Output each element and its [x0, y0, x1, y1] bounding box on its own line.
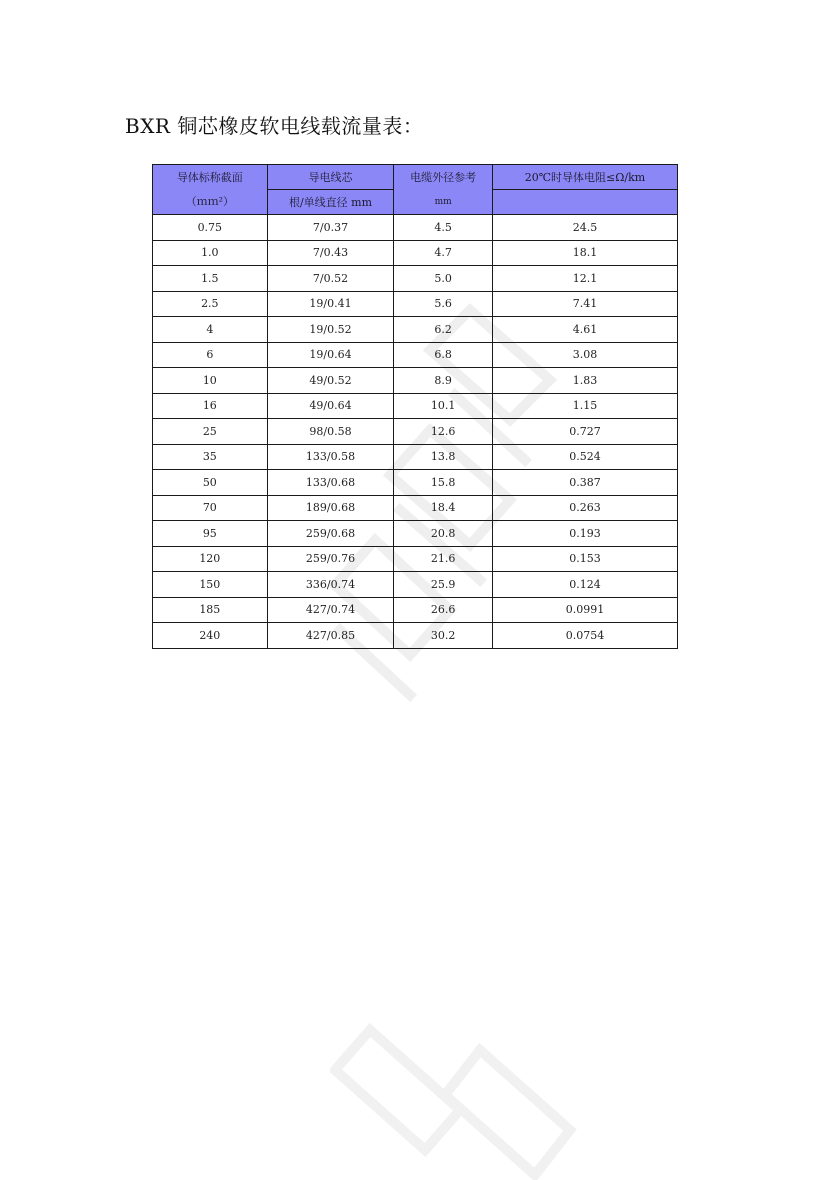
- cell-outer-diameter: 30.2: [394, 623, 493, 649]
- table-row: [153, 470, 678, 496]
- cell-cross-section: 2.5: [153, 291, 268, 317]
- table-row: [153, 215, 678, 241]
- table-row: [153, 495, 678, 521]
- cell-outer-diameter: 20.8: [394, 521, 493, 547]
- conductor-spec-table: [152, 164, 678, 649]
- cell-core: 98/0.58: [267, 419, 394, 445]
- cell-cross-section: 185: [153, 597, 268, 623]
- cell-core: 7/0.52: [267, 266, 394, 292]
- cell-resistance: 1.15: [492, 393, 677, 419]
- cell-outer-diameter: 21.6: [394, 546, 493, 572]
- cell-resistance: 0.124: [492, 572, 677, 598]
- cell-cross-section: 4: [153, 317, 268, 343]
- header-cross-section-unit: （ｍｍ²）: [185, 194, 235, 208]
- cell-cross-section: 50: [153, 470, 268, 496]
- cell-resistance: 0.387: [492, 470, 677, 496]
- cell-resistance: 3.08: [492, 342, 677, 368]
- table-row: [153, 419, 678, 445]
- cell-outer-diameter: 12.6: [394, 419, 493, 445]
- cell-resistance: 0.263: [492, 495, 677, 521]
- cell-outer-diameter: 6.2: [394, 317, 493, 343]
- table-row: [153, 572, 678, 598]
- cell-cross-section: 150: [153, 572, 268, 598]
- cell-outer-diameter: 8.9: [394, 368, 493, 394]
- cell-resistance: 18.1: [492, 240, 677, 266]
- cell-resistance: 0.193: [492, 521, 677, 547]
- table-row: [153, 546, 678, 572]
- cell-core: 133/0.68: [267, 470, 394, 496]
- cell-cross-section: 10: [153, 368, 268, 394]
- cell-resistance: 4.61: [492, 317, 677, 343]
- cell-core: 7/0.37: [267, 215, 394, 241]
- table-row: [153, 266, 678, 292]
- cell-outer-diameter: 6.8: [394, 342, 493, 368]
- table-row: [153, 317, 678, 343]
- cell-cross-section: 1.5: [153, 266, 268, 292]
- cell-cross-section: 6: [153, 342, 268, 368]
- cell-cross-section: 1.0: [153, 240, 268, 266]
- table-row: [153, 240, 678, 266]
- cell-resistance: 0.153: [492, 546, 677, 572]
- cell-cross-section: 0.75: [153, 215, 268, 241]
- header-outer-diameter: [394, 165, 493, 215]
- cell-core: 49/0.52: [267, 368, 394, 394]
- cell-cross-section: 95: [153, 521, 268, 547]
- cell-core: 7/0.43: [267, 240, 394, 266]
- cell-cross-section: 35: [153, 444, 268, 470]
- table-row: [153, 623, 678, 649]
- cell-outer-diameter: 18.4: [394, 495, 493, 521]
- cell-cross-section: 16: [153, 393, 268, 419]
- table-row: [153, 393, 678, 419]
- cell-core: 189/0.68: [267, 495, 394, 521]
- header-resistance-subtitle: [492, 190, 677, 215]
- header-core-subtitle: 根/单线直径 mm: [267, 190, 394, 215]
- cell-outer-diameter: 4.5: [394, 215, 493, 241]
- page-title: BXR 铜芯橡皮软电线载流量表：: [125, 114, 424, 138]
- table-row: [153, 342, 678, 368]
- header-core: 导电线芯: [267, 165, 394, 190]
- cell-resistance: 7.41: [492, 291, 677, 317]
- table-row: [153, 444, 678, 470]
- table-row: [153, 597, 678, 623]
- header-outer-diameter-unit: mm: [434, 196, 452, 207]
- cell-core: 259/0.68: [267, 521, 394, 547]
- cell-resistance: 12.1: [492, 266, 677, 292]
- cell-resistance: 0.0991: [492, 597, 677, 623]
- header-outer-diameter-label: 电缆外径参考: [410, 170, 477, 184]
- header-resistance: 20℃时导体电阻≤Ω/km: [492, 165, 677, 190]
- cell-cross-section: 70: [153, 495, 268, 521]
- header-cross-section: [153, 165, 268, 215]
- cell-resistance: 0.524: [492, 444, 677, 470]
- watermark: [330, 1010, 590, 1180]
- table-body: [153, 215, 678, 649]
- cell-cross-section: 240: [153, 623, 268, 649]
- cell-outer-diameter: 10.1: [394, 393, 493, 419]
- cell-resistance: 0.727: [492, 419, 677, 445]
- cell-resistance: 0.0754: [492, 623, 677, 649]
- cell-outer-diameter: 15.8: [394, 470, 493, 496]
- table-row: [153, 291, 678, 317]
- cell-core: 427/0.85: [267, 623, 394, 649]
- table-header: [153, 165, 678, 215]
- cell-core: 133/0.58: [267, 444, 394, 470]
- cell-core: 19/0.64: [267, 342, 394, 368]
- cell-outer-diameter: 5.0: [394, 266, 493, 292]
- cell-resistance: 24.5: [492, 215, 677, 241]
- cell-outer-diameter: 5.6: [394, 291, 493, 317]
- cell-core: 336/0.74: [267, 572, 394, 598]
- cell-core: 427/0.74: [267, 597, 394, 623]
- cell-outer-diameter: 13.8: [394, 444, 493, 470]
- cell-outer-diameter: 4.7: [394, 240, 493, 266]
- cell-core: 19/0.52: [267, 317, 394, 343]
- cell-core: 259/0.76: [267, 546, 394, 572]
- cell-core: 19/0.41: [267, 291, 394, 317]
- cell-cross-section: 120: [153, 546, 268, 572]
- header-cross-section-label: 导体标称截面: [176, 170, 243, 184]
- table-row: [153, 521, 678, 547]
- cell-outer-diameter: 26.6: [394, 597, 493, 623]
- table-row: [153, 368, 678, 394]
- cell-cross-section: 25: [153, 419, 268, 445]
- cell-outer-diameter: 25.9: [394, 572, 493, 598]
- cell-resistance: 1.83: [492, 368, 677, 394]
- cell-core: 49/0.64: [267, 393, 394, 419]
